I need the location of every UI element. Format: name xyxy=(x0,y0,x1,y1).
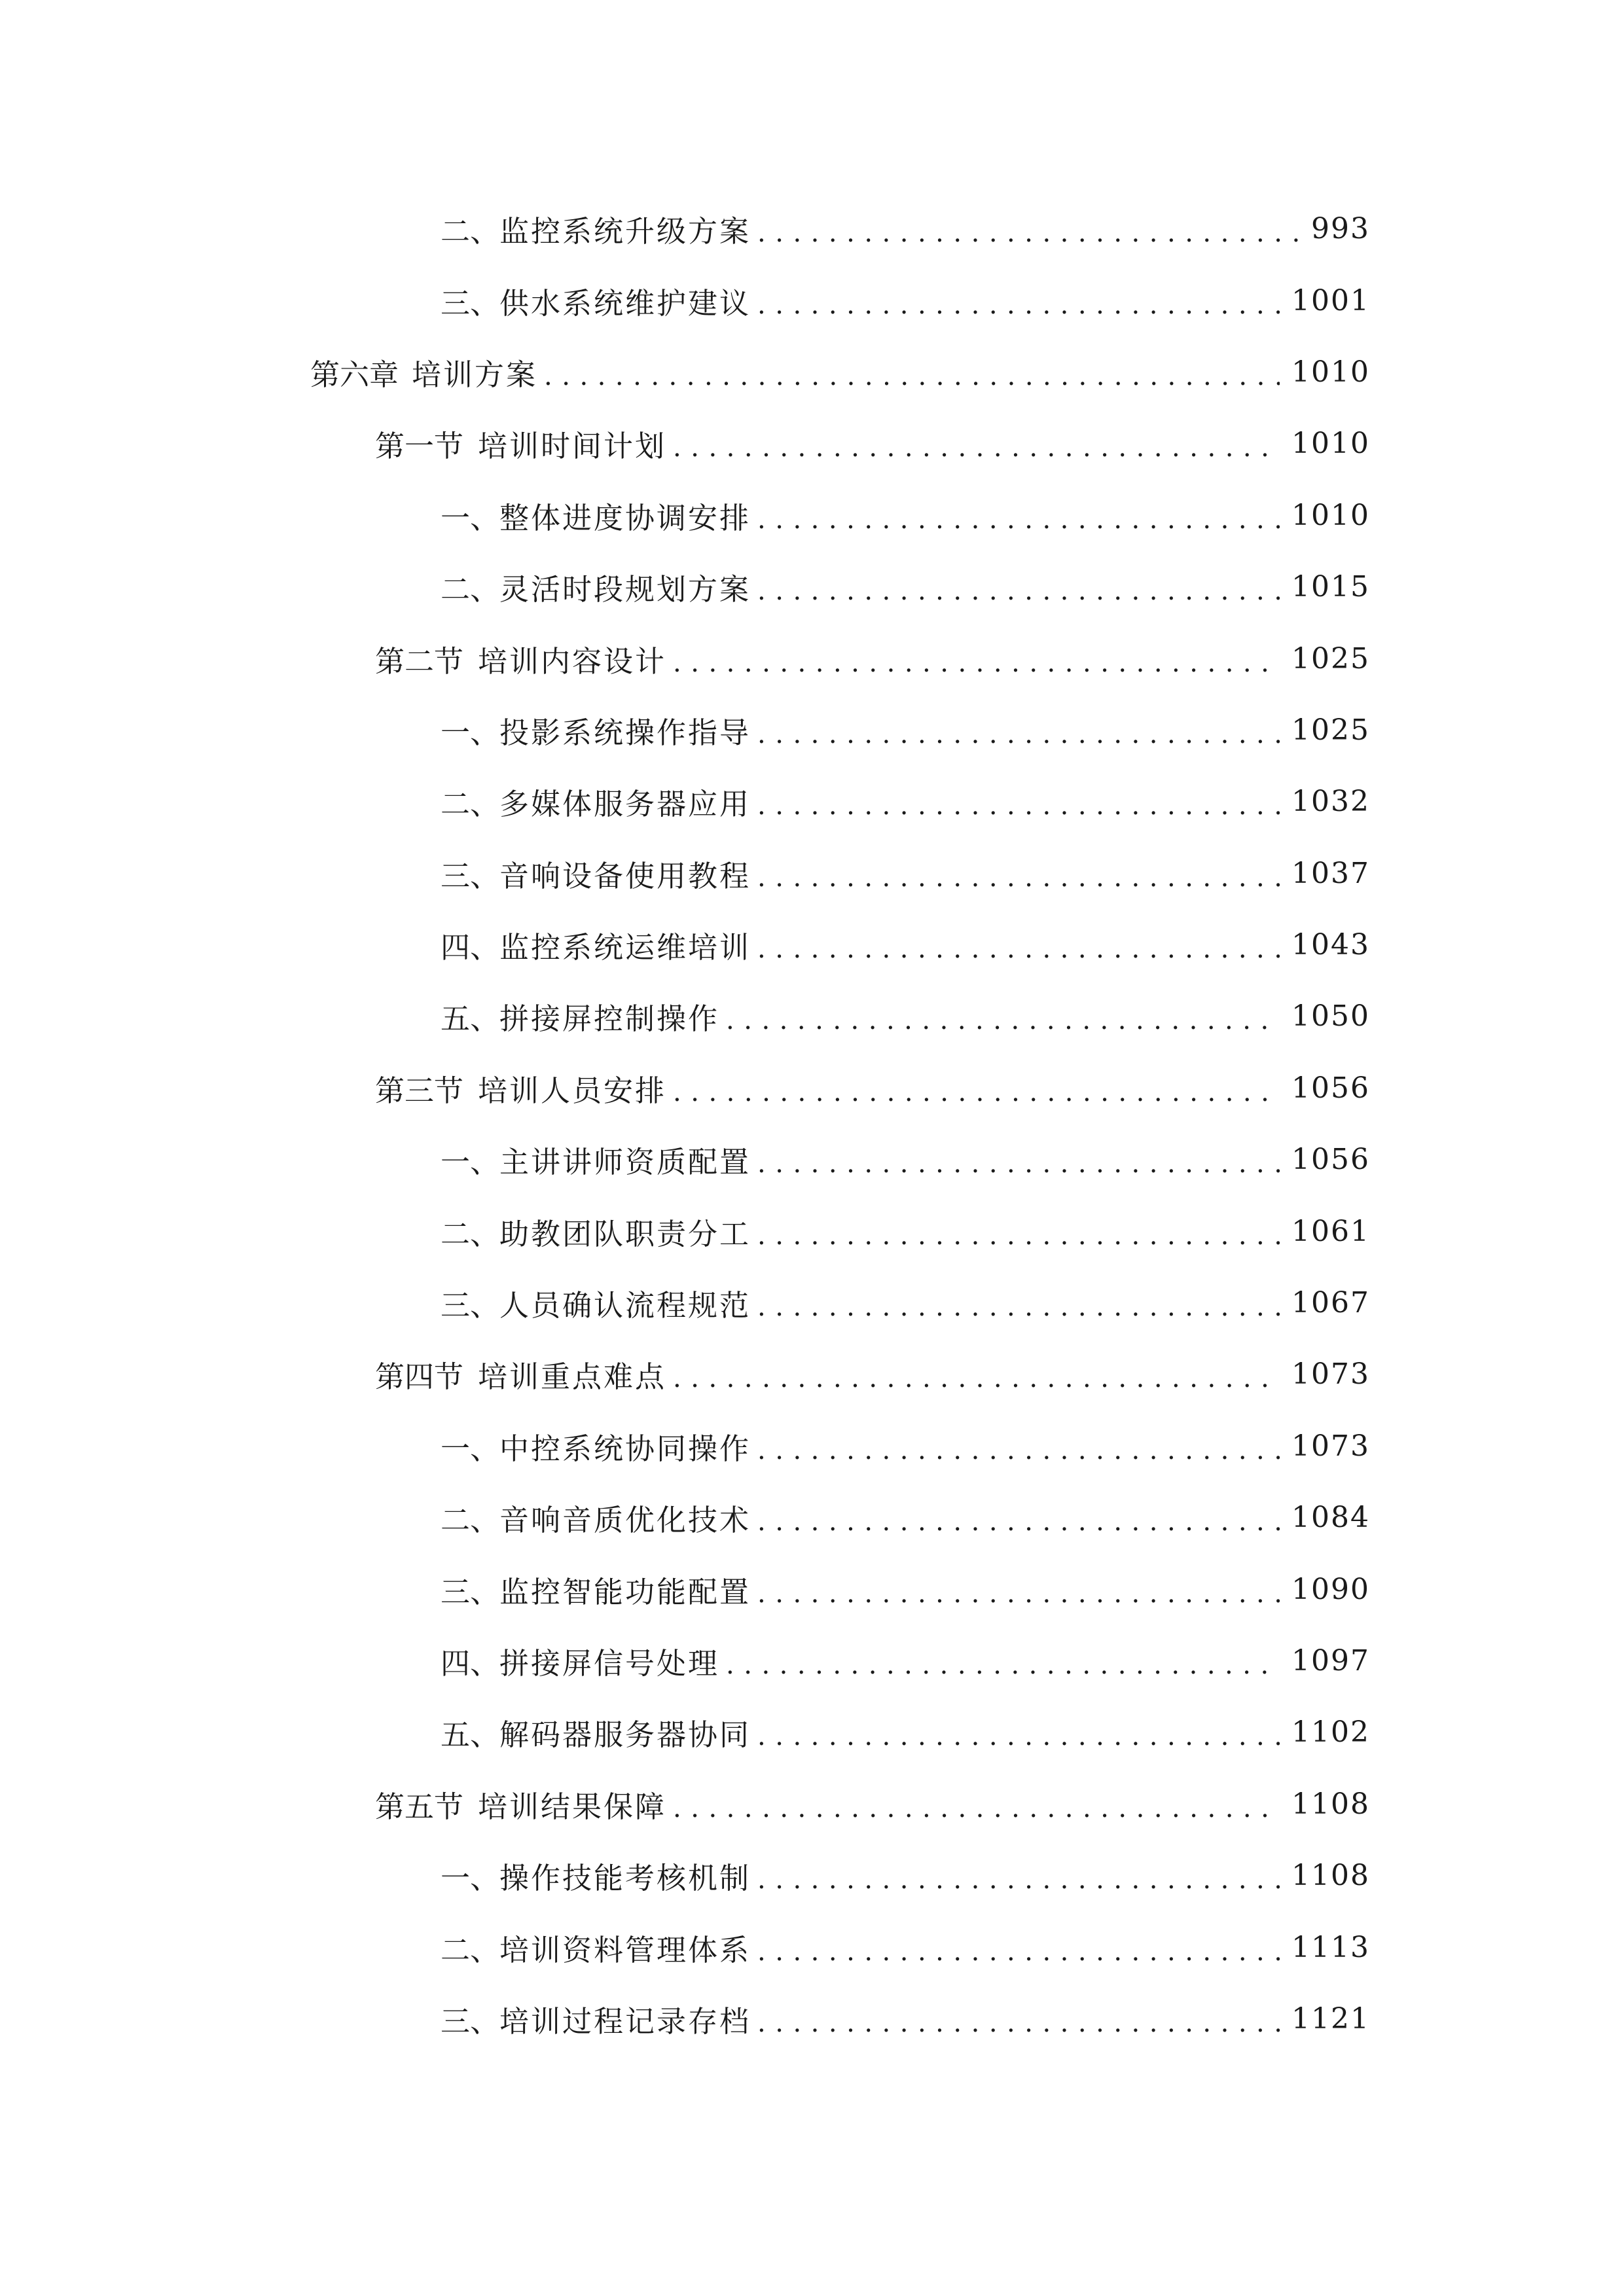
toc-entry[interactable] xyxy=(0,1553,1624,1624)
toc-entry[interactable] xyxy=(0,551,1624,622)
toc-entry-title: 音响音质优化技术 xyxy=(499,1503,751,1538)
toc-entry-page: 1010 xyxy=(1291,355,1370,389)
toc-dot-leader xyxy=(757,1507,1280,1537)
toc-entry[interactable] xyxy=(0,1267,1624,1338)
toc-entry-title: 操作技能考核机制 xyxy=(499,1861,751,1896)
toc-entry-number: 第三节 xyxy=(375,1073,464,1108)
toc-entry-page: 1056 xyxy=(1291,1143,1370,1177)
toc-entry-number: 四、 xyxy=(441,930,500,965)
toc-entry[interactable] xyxy=(0,480,1624,551)
toc-dot-leader xyxy=(757,791,1280,821)
toc-entry-number: 四、 xyxy=(441,1646,500,1681)
toc-entry-page: 1001 xyxy=(1291,283,1370,317)
toc-entry-number: 三、 xyxy=(441,1288,500,1323)
toc-entry[interactable] xyxy=(0,1911,1624,1982)
toc-entry-title: 助教团队职责分工 xyxy=(499,1216,751,1251)
toc-entry-number: 二、 xyxy=(441,572,500,607)
toc-entry-title: 整体进度协调安排 xyxy=(499,500,751,535)
toc-entry-page: 1032 xyxy=(1291,785,1370,819)
toc-entry-title: 灵活时段规划方案 xyxy=(499,572,751,607)
table-of-contents xyxy=(0,193,1624,2054)
toc-entry[interactable] xyxy=(0,1840,1624,1911)
toc-entry-page: 1073 xyxy=(1291,1357,1370,1391)
toc-entry-title: 监控系统运维培训 xyxy=(499,930,751,965)
toc-entry-page: 1067 xyxy=(1291,1286,1370,1320)
toc-entry-page: 1025 xyxy=(1291,713,1370,747)
toc-entry-number: 三、 xyxy=(441,2003,500,2039)
toc-entry-title: 培训过程记录存档 xyxy=(499,2003,751,2039)
toc-entry-title: 培训方案 xyxy=(412,357,538,392)
toc-dot-leader xyxy=(757,863,1280,893)
toc-entry-number: 二、 xyxy=(441,1216,500,1251)
toc-entry-page: 1097 xyxy=(1291,1644,1370,1677)
toc-dot-leader xyxy=(757,934,1280,964)
toc-entry[interactable] xyxy=(0,264,1624,336)
toc-entry-title: 培训人员安排 xyxy=(478,1073,667,1108)
toc-entry-number: 五、 xyxy=(441,1001,500,1037)
toc-entry-title: 培训时间计划 xyxy=(478,429,667,464)
toc-entry-number: 一、 xyxy=(441,1431,500,1466)
toc-entry[interactable] xyxy=(0,909,1624,980)
toc-entry-number: 一、 xyxy=(441,1145,500,1180)
toc-entry-title: 音响设备使用教程 xyxy=(499,858,751,893)
toc-entry[interactable] xyxy=(0,1410,1624,1482)
toc-entry-title: 拼接屏信号处理 xyxy=(499,1646,720,1681)
toc-entry-page: 993 xyxy=(1311,212,1370,246)
toc-dot-leader xyxy=(673,1793,1280,1823)
toc-entry-number: 三、 xyxy=(441,285,500,321)
toc-entry-page: 1010 xyxy=(1291,498,1370,532)
toc-entry-number: 第六章 xyxy=(310,357,399,392)
toc-entry-title: 拼接屏控制操作 xyxy=(499,1001,720,1037)
toc-entry-page: 1113 xyxy=(1291,1930,1370,1964)
toc-entry-number: 二、 xyxy=(441,1932,500,1967)
toc-entry[interactable] xyxy=(0,1696,1624,1768)
toc-entry-number: 二、 xyxy=(441,214,500,249)
toc-entry-number: 三、 xyxy=(441,1574,500,1609)
toc-dot-leader xyxy=(757,719,1280,749)
toc-entry-page: 1010 xyxy=(1291,427,1370,461)
toc-entry-title: 供水系统维护建议 xyxy=(499,285,751,321)
toc-entry[interactable] xyxy=(0,1124,1624,1195)
toc-entry-title: 解码器服务器协同 xyxy=(499,1717,751,1753)
toc-entry-title: 监控智能功能配置 xyxy=(499,1574,751,1609)
toc-entry[interactable] xyxy=(0,694,1624,766)
toc-section-entry[interactable] xyxy=(0,408,1624,479)
toc-dot-leader xyxy=(757,290,1280,320)
toc-entry[interactable] xyxy=(0,1482,1624,1553)
toc-entry-number: 一、 xyxy=(441,500,500,535)
toc-entry-page: 1108 xyxy=(1291,1859,1370,1893)
toc-section-entry[interactable] xyxy=(0,1338,1624,1410)
toc-entry-title: 中控系统协同操作 xyxy=(499,1431,751,1466)
toc-dot-leader xyxy=(673,1077,1280,1107)
toc-entry-page: 1102 xyxy=(1291,1715,1370,1749)
toc-entry-number: 五、 xyxy=(441,1717,500,1753)
toc-dot-leader xyxy=(544,361,1280,391)
toc-entry-page: 1056 xyxy=(1291,1071,1370,1105)
toc-entry-page: 1073 xyxy=(1291,1429,1370,1463)
toc-section-entry[interactable] xyxy=(0,622,1624,694)
toc-entry-title: 多媒体服务器应用 xyxy=(499,787,751,822)
toc-dot-leader xyxy=(726,1005,1280,1035)
toc-entry-number: 二、 xyxy=(441,787,500,822)
toc-entry-number: 第二节 xyxy=(375,643,464,679)
toc-dot-leader xyxy=(757,505,1280,535)
toc-entry-title: 培训资料管理体系 xyxy=(499,1932,751,1967)
toc-section-entry[interactable] xyxy=(0,1768,1624,1840)
toc-dot-leader xyxy=(757,576,1280,606)
toc-dot-leader xyxy=(757,2008,1280,2038)
toc-entry-number: 三、 xyxy=(441,858,500,893)
toc-entry[interactable] xyxy=(0,1625,1624,1696)
toc-entry-number: 一、 xyxy=(441,1861,500,1896)
toc-entry-page: 1121 xyxy=(1291,2001,1370,2036)
toc-entry-page: 1050 xyxy=(1291,999,1370,1033)
toc-dot-leader xyxy=(757,218,1299,248)
toc-entry[interactable] xyxy=(0,193,1624,264)
toc-dot-leader xyxy=(757,1435,1280,1465)
toc-dot-leader xyxy=(757,1721,1280,1751)
toc-entry[interactable] xyxy=(0,980,1624,1052)
toc-entry[interactable] xyxy=(0,1983,1624,2054)
toc-dot-leader xyxy=(757,1579,1280,1609)
toc-entry-page: 1043 xyxy=(1291,928,1370,962)
toc-entry-page: 1025 xyxy=(1291,641,1370,675)
toc-entry-title: 人员确认流程规范 xyxy=(499,1288,751,1323)
toc-dot-leader xyxy=(757,1292,1280,1322)
toc-entry-number: 第五节 xyxy=(375,1789,464,1824)
toc-entry-page: 1037 xyxy=(1291,856,1370,890)
toc-dot-leader xyxy=(757,1865,1280,1895)
toc-entry-page: 1090 xyxy=(1291,1572,1370,1606)
toc-entry-page: 1084 xyxy=(1291,1501,1370,1535)
toc-dot-leader xyxy=(757,1937,1280,1967)
toc-entry-page: 1061 xyxy=(1291,1214,1370,1248)
toc-dot-leader xyxy=(673,433,1280,463)
toc-entry[interactable] xyxy=(0,766,1624,837)
toc-entry-number: 一、 xyxy=(441,715,500,750)
toc-dot-leader xyxy=(757,1221,1280,1251)
toc-section-entry[interactable] xyxy=(0,1052,1624,1124)
toc-dot-leader xyxy=(673,1363,1280,1393)
toc-entry-title: 监控系统升级方案 xyxy=(499,214,751,249)
toc-entry-number: 第一节 xyxy=(375,429,464,464)
toc-entry[interactable] xyxy=(0,838,1624,909)
toc-entry-title: 培训重点难点 xyxy=(478,1359,667,1395)
toc-dot-leader xyxy=(726,1650,1280,1680)
toc-chapter-entry[interactable] xyxy=(0,336,1624,408)
toc-entry-number: 第四节 xyxy=(375,1359,464,1395)
toc-entry-title: 培训结果保障 xyxy=(478,1789,667,1824)
toc-entry-title: 投影系统操作指导 xyxy=(499,715,751,750)
toc-dot-leader xyxy=(673,648,1280,678)
toc-dot-leader xyxy=(757,1149,1280,1179)
toc-entry-title: 主讲讲师资质配置 xyxy=(499,1145,751,1180)
toc-entry-page: 1015 xyxy=(1291,570,1370,604)
toc-entry[interactable] xyxy=(0,1195,1624,1266)
toc-entry-number: 二、 xyxy=(441,1503,500,1538)
toc-entry-page: 1108 xyxy=(1291,1787,1370,1821)
toc-entry-title: 培训内容设计 xyxy=(478,643,667,679)
